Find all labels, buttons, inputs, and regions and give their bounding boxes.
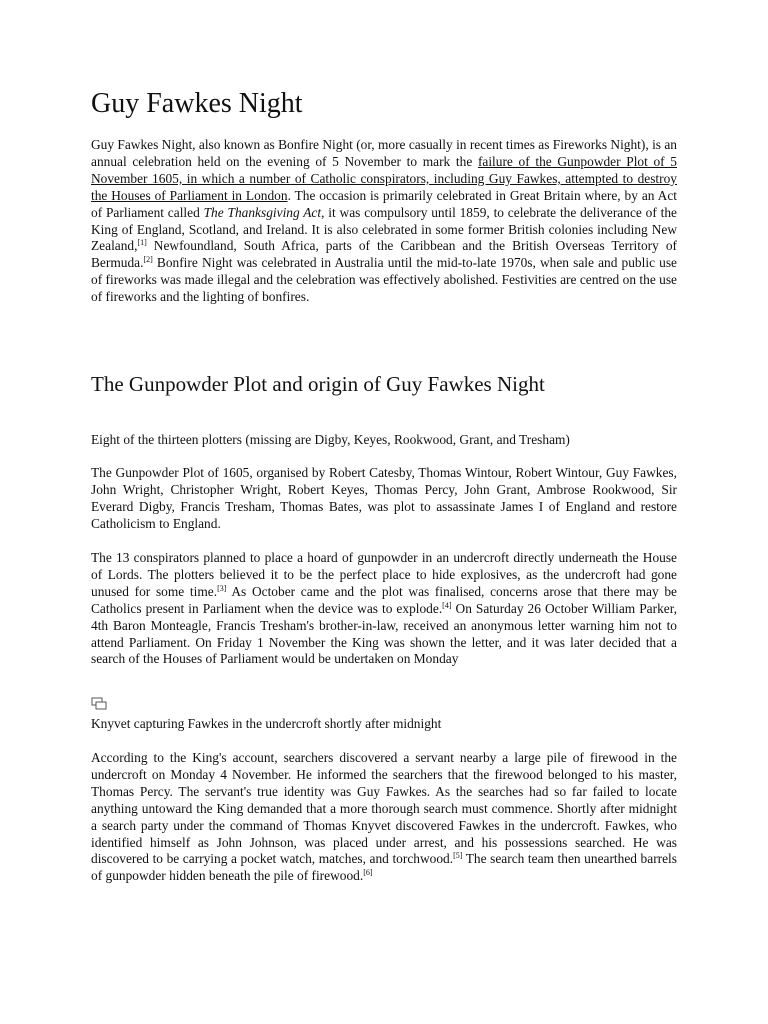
reference-2[interactable]: [2]: [143, 255, 153, 265]
conspirators-text-3: On Saturday 26 October William Parker, 4th Baron Monteagle, Francis Tresham's brother-in-law, received an anonymous letter warning him not to attend Parliament. On Friday 1 November the King was shown the letter, and it was later decided that a search of the Houses of Parliament would be undertaken on Monday: [91, 600, 677, 667]
reference-4[interactable]: [4]: [442, 600, 452, 610]
kings-account-paragraph: [91, 750, 677, 885]
conspirators-text-1: The 13 conspirators planned to place a hoard of gunpowder in an undercroft directly underneath the House of Lords. The plotters believed it to be the perfect place to hide explosives, as the undercroft had gone unused for some time.: [91, 550, 677, 599]
intro-text-1: Guy Fawkes Night, also known as Bonfire Night (or, more casually in recent times as Fireworks Night), is an annual celebration held on the evening of 5 November to mark the: [91, 137, 677, 169]
account-text-1: According to the King's account, searchers discovered a servant nearby a large pile of firewood in the undercroft on Monday 4 November. He informed the searchers that the firewood belonged to his master, Thomas Percy. The servant's true identity was Guy Fawkes. As the searches had so far failed to locate anything untoward the King demanded that a more thorough search must commence. Shortly after midnight a search party under the command of Thomas Knyvet discovered Fawkes in the undercroft. Fawkes, who identified himself as John Johnson, was placed under arrest, and his possessions searched. He was discovered to be carrying a pocket watch, matches, and torchwood.: [91, 750, 677, 867]
intro-text-2: . The occasion is primarily celebrated in Great Britain where, by an Act of Parliament called: [91, 187, 677, 220]
image-placeholder-icon: [91, 697, 107, 711]
plotters-caption: Eight of the thirteen plotters (missing are Digby, Keyes, Rookwood, Grant, and Tresham): [91, 432, 570, 447]
intro-text-4: Newfoundland, South Africa, parts of the Caribbean and the British Overseas Territory of Bermuda.: [91, 238, 677, 271]
intro-text-5: Bonfire Night was celebrated in Australia until the mid-to-late 1970s, when sale and public use of fireworks was made illegal and the celebration was effectively abolished. Festivities are centred on the use of fireworks and the lighting of bonfires.: [91, 255, 677, 305]
account-text-2: The search team then unearthed barrels of gunpowder hidden beneath the pile of firewood.: [91, 851, 677, 884]
reference-5[interactable]: [5]: [453, 851, 463, 861]
section-heading: The Gunpowder Plot and origin of Guy Fawkes Night: [91, 372, 545, 396]
gunpowder-plot-link[interactable]: failure of the Gunpowder Plot of 5 November 1605, in which a number of Catholic conspirators, including Guy Fawkes, attempted to destroy the Houses of Parliament in London: [91, 153, 677, 203]
thanksgiving-act-title: The Thanksgiving Act: [203, 204, 322, 220]
plot-paragraph: The Gunpowder Plot of 1605, organised by Robert Catesby, Thomas Wintour, Robert Wintour, Guy Fawkes, John Wright, Christopher Wright, Robert Keyes, Thomas Percy, John Grant, Ambrose Rookwood, Sir Everard Digby, Francis Tresham, Thomas Bates, was plot to assassinate James I of England and restore Catholicism to England.: [91, 465, 677, 531]
knyvet-caption: Knyvet capturing Fawkes in the undercroft shortly after midnight: [91, 716, 442, 731]
conspirators-paragraph: [91, 550, 677, 668]
reference-1[interactable]: [1]: [137, 238, 147, 248]
intro-paragraph: [91, 137, 677, 306]
reference-3[interactable]: [3]: [217, 583, 227, 593]
intro-text-3: , it was compulsory until 1859, to celebrate the deliverance of the King of England, Scotland, and Ireland. It is also celebrated in some former British colonies including New Zealand,: [91, 204, 677, 254]
conspirators-text-2: As October came and the plot was finalised, concerns arose that there may be Catholics present in Parliament when the device was to explode.: [91, 583, 678, 616]
page-title: Guy Fawkes Night: [91, 88, 303, 119]
reference-6[interactable]: [6]: [363, 868, 373, 878]
